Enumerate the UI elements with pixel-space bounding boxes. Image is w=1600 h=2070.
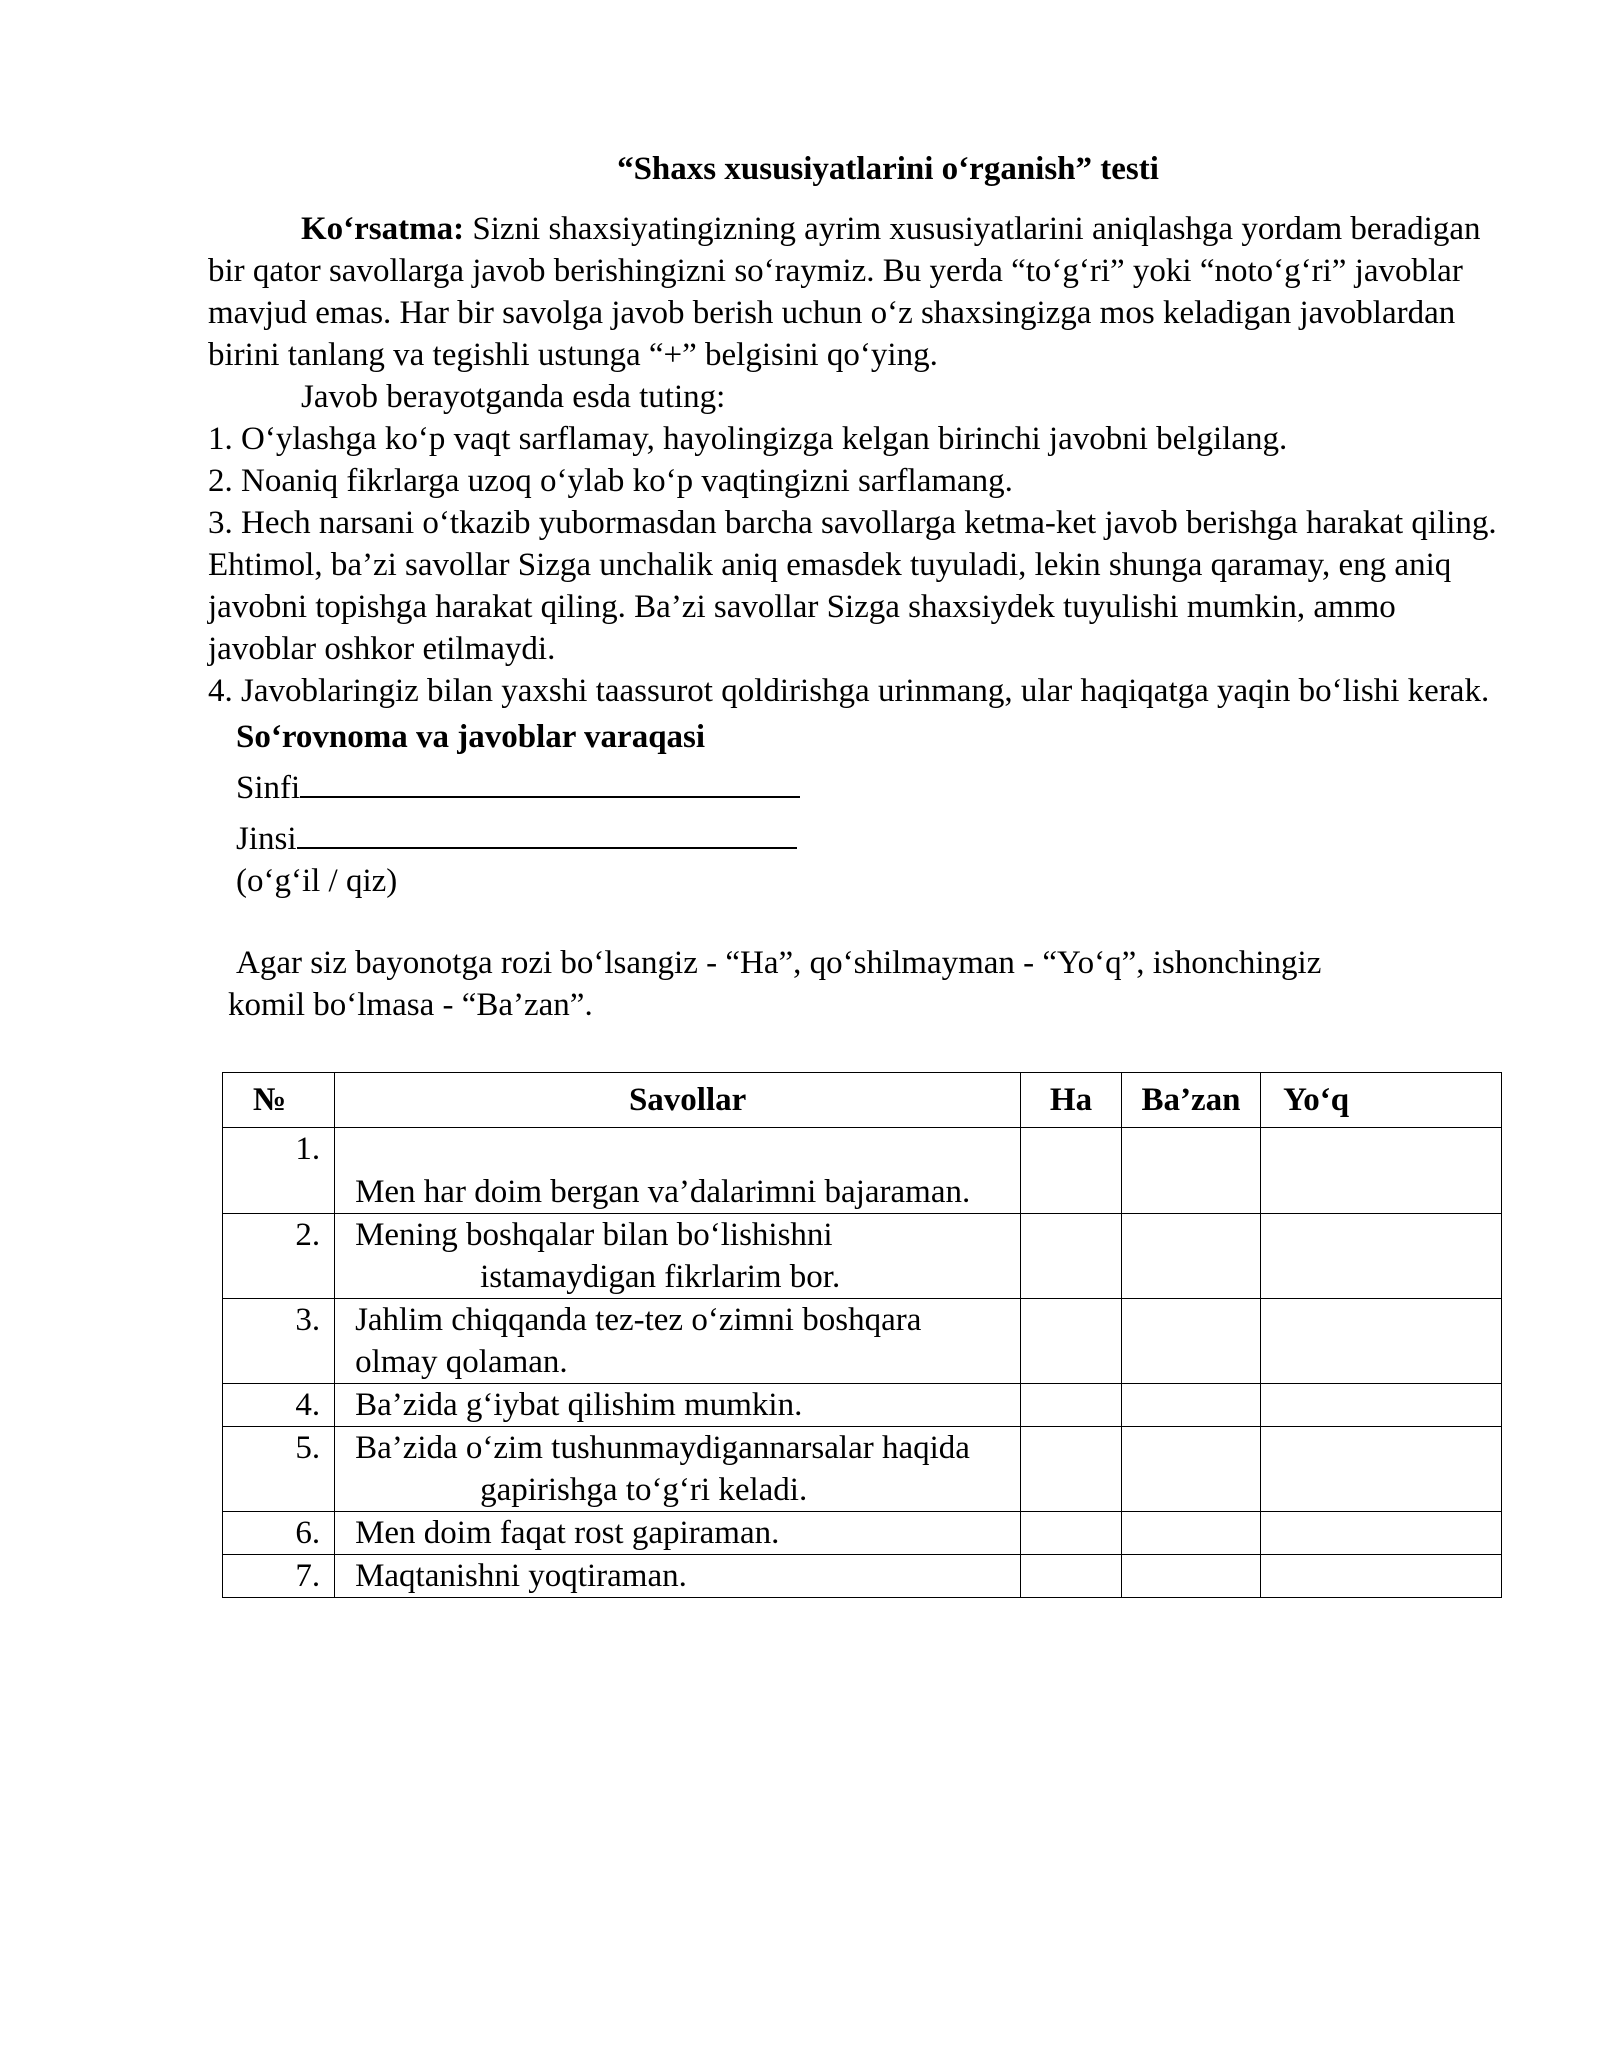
answer-no-cell[interactable] <box>1261 1214 1502 1299</box>
remember-line: Javob berayotganda esda tuting: <box>301 379 726 415</box>
sheet-title: So‘rovnoma va javoblar varaqasi <box>236 719 706 755</box>
answer-yes-cell[interactable] <box>1021 1214 1122 1299</box>
header-no: Yo‘q <box>1261 1073 1502 1128</box>
answer-sometimes-cell[interactable] <box>1121 1427 1260 1512</box>
questionnaire-table <box>222 1072 1502 1598</box>
document-page <box>208 148 1508 1026</box>
answer-no-cell[interactable] <box>1261 1299 1502 1384</box>
rule-3: 3. Hech narsani o‘tkazib yubormasdan barcha savollarga ketma-ket javob berishga harakat qiling. Ehtimol, ba’zi savollar Sizga unchalik aniq emasdek tuyuladi, lekin shunga qaramay, eng aniq javobni topishga harakat qiling. Ba’zi savollar Sizga shaxsiydek tuyulishi mumkin, ammo javoblar oshkor etilmaydi. <box>208 505 1497 667</box>
table-row <box>223 1299 1502 1384</box>
answer-yes-cell[interactable] <box>1021 1555 1122 1598</box>
answer-sometimes-cell[interactable] <box>1121 1128 1260 1214</box>
gender-field <box>236 817 1508 860</box>
row-question: Maqtanishni yoqtiraman. <box>335 1555 1021 1598</box>
answer-yes-cell[interactable] <box>1021 1512 1122 1555</box>
answer-sometimes-cell[interactable] <box>1121 1384 1260 1427</box>
row-number: 5. <box>223 1427 335 1512</box>
row-question: Ba’zida g‘iybat qilishim mumkin. <box>335 1384 1021 1427</box>
answer-no-cell[interactable] <box>1261 1128 1502 1214</box>
table-row <box>223 1128 1502 1214</box>
answer-no-cell[interactable] <box>1261 1427 1502 1512</box>
answer-sometimes-cell[interactable] <box>1121 1214 1260 1299</box>
agree-instruction-line1: Agar siz bayonotga rozi bo‘lsangiz - “Ha”, qo‘shilmayman - “Yo‘q”, ishonchingiz <box>236 945 1322 981</box>
row-number: 6. <box>223 1512 335 1555</box>
answer-yes-cell[interactable] <box>1021 1128 1122 1214</box>
instruction-label: Ko‘rsatma: <box>301 211 465 247</box>
row-question <box>335 1214 1021 1299</box>
gender-hint: (o‘g‘il / qiz) <box>236 863 398 899</box>
row-number: 3. <box>223 1299 335 1384</box>
answer-sometimes-cell[interactable] <box>1121 1299 1260 1384</box>
row-question: Men doim faqat rost gapiraman. <box>335 1512 1021 1555</box>
header-sometimes: Ba’zan <box>1121 1073 1260 1128</box>
row-number: 2. <box>223 1214 335 1299</box>
row-question-line1: Ba’zida o‘zim tushunmaydigannarsalar haqida <box>355 1430 970 1466</box>
rule-4: 4. Javoblaringiz bilan yaxshi taassurot qoldirishga urinmang, ular haqiqatga yaqin bo‘lishi kerak. <box>208 673 1490 709</box>
answer-no-cell[interactable] <box>1261 1512 1502 1555</box>
class-blank-line[interactable] <box>300 766 800 798</box>
rule-1: 1. O‘ylashga ko‘p vaqt sarflamay, hayolingizga kelgan birinchi javobni belgilang. <box>208 421 1288 457</box>
header-questions: Savollar <box>335 1073 1021 1128</box>
answer-no-cell[interactable] <box>1261 1384 1502 1427</box>
answer-sometimes-cell[interactable] <box>1121 1555 1260 1598</box>
instruction-paragraph <box>208 208 1508 376</box>
header-yes: Ha <box>1021 1073 1122 1128</box>
header-number: № <box>223 1073 335 1128</box>
gender-blank-line[interactable] <box>297 817 797 849</box>
answer-yes-cell[interactable] <box>1021 1384 1122 1427</box>
row-number: 7. <box>223 1555 335 1598</box>
row-question-line2: gapirishga to‘g‘ri keladi. <box>480 1472 808 1508</box>
table-row <box>223 1512 1502 1555</box>
table-header-row <box>223 1073 1502 1128</box>
answer-yes-cell[interactable] <box>1021 1299 1122 1384</box>
answer-sometimes-cell[interactable] <box>1121 1512 1260 1555</box>
answer-no-cell[interactable] <box>1261 1555 1502 1598</box>
table-row <box>223 1427 1502 1512</box>
row-question <box>335 1299 1021 1384</box>
row-question <box>335 1427 1021 1512</box>
class-label: Sinfi <box>236 770 301 806</box>
row-question-line2: olmay qolaman. <box>355 1344 568 1380</box>
row-number: 1. <box>223 1128 335 1214</box>
row-question-line2: istamaydigan fikrlarim bor. <box>480 1259 841 1295</box>
rule-2: 2. Noaniq fikrlarga uzoq o‘ylab ko‘p vaqtingizni sarflamang. <box>208 463 1013 499</box>
gender-label: Jinsi <box>236 821 297 857</box>
class-field <box>236 766 1508 809</box>
answer-yes-cell[interactable] <box>1021 1427 1122 1512</box>
table-row <box>223 1384 1502 1427</box>
row-question: Men har doim bergan va’dalarimni bajaraman. <box>335 1128 1021 1214</box>
row-number: 4. <box>223 1384 335 1427</box>
agree-instruction-line2: komil bo‘lmasa - “Ba’zan”. <box>228 987 593 1023</box>
row-question-line1: Jahlim chiqqanda tez-tez o‘zimni boshqara <box>355 1302 922 1338</box>
document-title: “Shaxs xususiyatlarini o‘rganish” testi <box>617 151 1159 187</box>
table-row <box>223 1555 1502 1598</box>
table-row <box>223 1214 1502 1299</box>
instruction-text: Sizni shaxsiyatingizning ayrim xususiyatlarini aniqlashga yordam beradigan bir qator savollarga javob berishingizni so‘raymiz. Bu yerda “to‘g‘ri” yoki “noto‘g‘ri” javoblar mavjud emas. Har bir savolga javob berish uchun o‘z shaxsingizga mos keladigan javoblardan birini tanlang va tegishli ustunga “+” belgisini qo‘ying. <box>208 211 1481 373</box>
row-question-line1: Mening boshqalar bilan bo‘lishishni <box>355 1217 833 1253</box>
